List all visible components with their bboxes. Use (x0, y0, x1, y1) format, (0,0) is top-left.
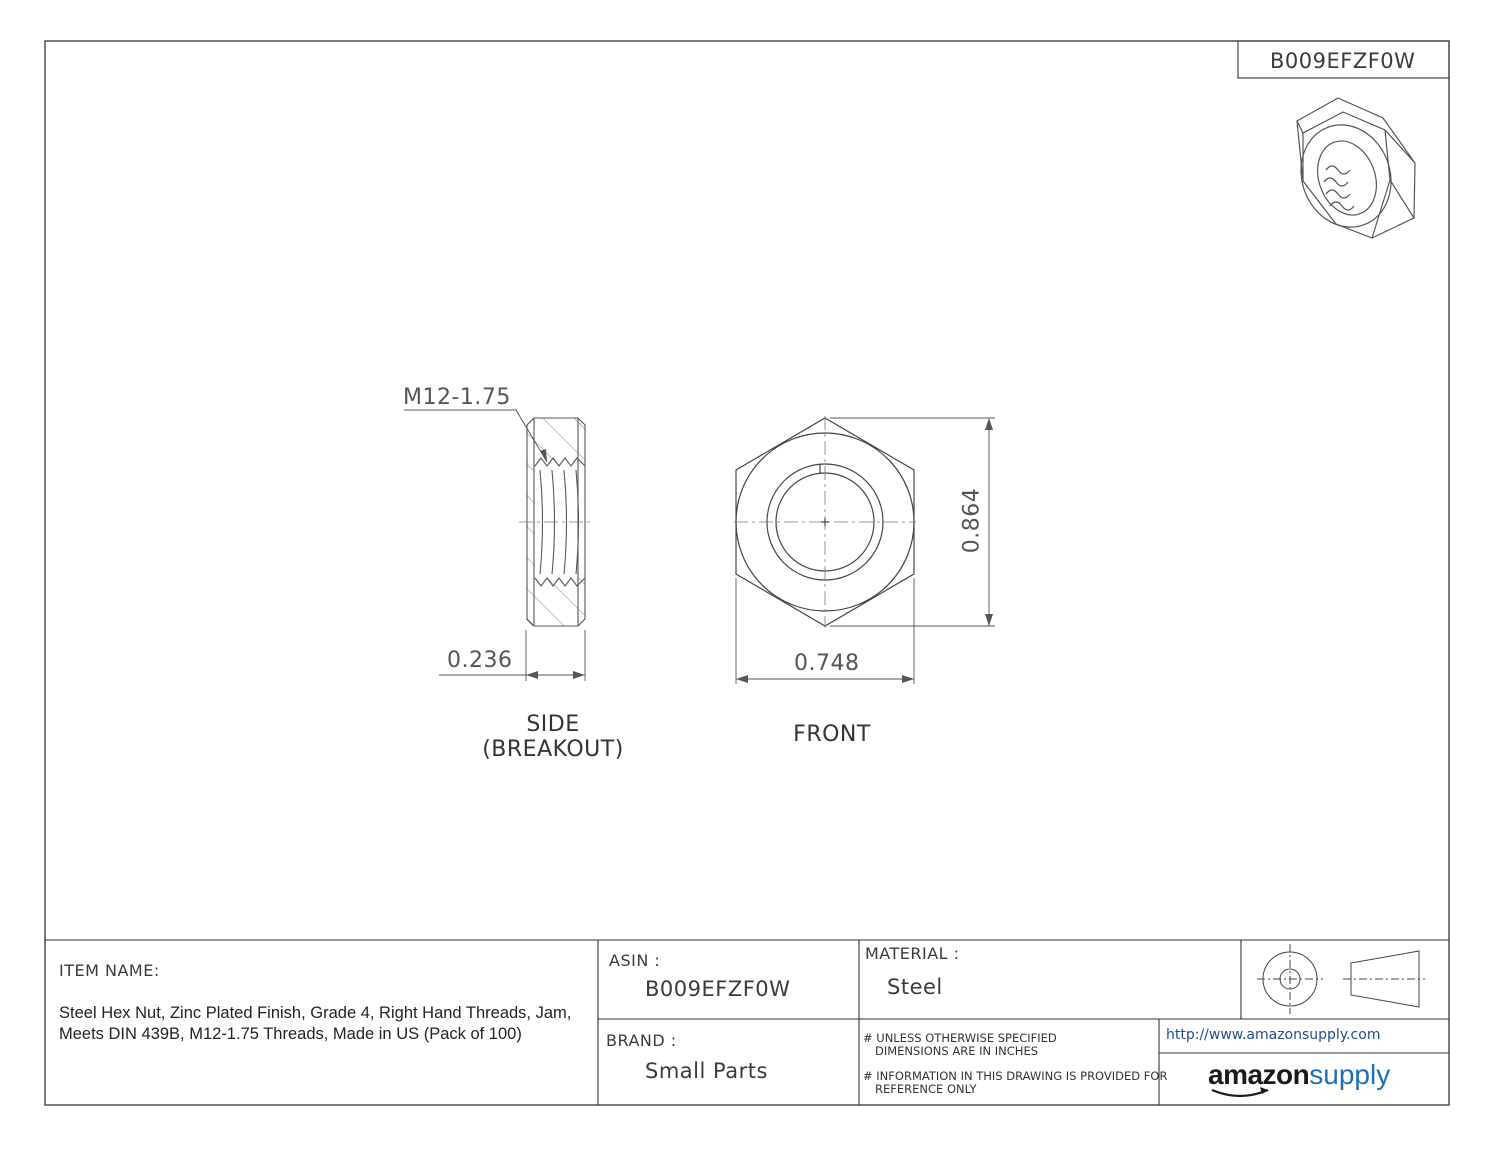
thickness-dimension: 0.236 (447, 648, 513, 673)
side-view-label: SIDE (526, 712, 580, 737)
note-units-line1: # UNLESS OTHERWISE SPECIFIED (863, 1031, 1057, 1045)
hex-nut-isometric-icon (1287, 98, 1415, 240)
brand-label: BRAND : (606, 1031, 677, 1050)
note-units-line2: DIMENSIONS ARE IN INCHES (875, 1044, 1039, 1058)
amazonsupply-link[interactable]: http://www.amazonsupply.com (1166, 1027, 1381, 1043)
amazonsupply-logo (1208, 1059, 1390, 1091)
item-name-value: Steel Hex Nut, Zinc Plated Finish, Grade 4, Right Hand Threads, Jam, Meets DIN 439B, M12-1.75 Threads, Made in US (Pack of 100) (59, 1004, 572, 1043)
front-view (734, 416, 916, 628)
material-value: Steel (887, 975, 943, 999)
asin-label: ASIN : (609, 951, 661, 970)
sheet-border (45, 41, 1449, 1105)
thread-callout: M12-1.75 (403, 385, 511, 410)
width-corners-dimension: 0.864 (959, 487, 985, 554)
side-view (404, 410, 594, 681)
side-view-sublabel: (BREAKOUT) (482, 737, 624, 762)
logo-amazon-text: amazon (1208, 1059, 1310, 1090)
front-view-label: FRONT (793, 722, 871, 747)
note-reference-line2: REFERENCE ONLY (875, 1082, 977, 1096)
material-label: MATERIAL : (865, 944, 960, 963)
item-name-label: ITEM NAME: (59, 961, 160, 980)
part-number-tag: B009EFZF0W (1270, 49, 1416, 73)
logo-supply-text: supply (1309, 1059, 1391, 1090)
third-angle-projection-icon (1257, 944, 1425, 1014)
note-reference-line1: # INFORMATION IN THIS DRAWING IS PROVIDED FOR (863, 1069, 1168, 1083)
brand-value: Small Parts (645, 1059, 768, 1083)
width-flats-dimension: 0.748 (794, 651, 860, 676)
asin-value: B009EFZF0W (645, 977, 791, 1001)
